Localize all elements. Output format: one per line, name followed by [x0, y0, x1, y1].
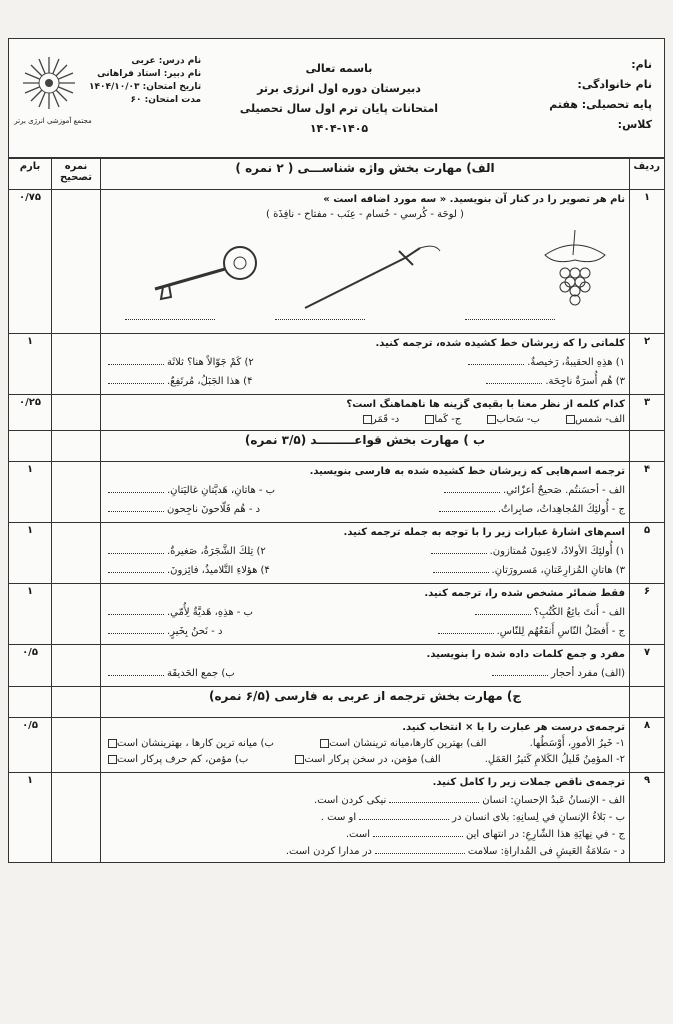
school-name: دبیرستان دوره اول انرژی برتر — [257, 82, 421, 95]
question-number: ۹ — [630, 773, 665, 863]
grapes-image — [535, 225, 615, 315]
item-text: در مدارا کردن است. — [285, 846, 372, 857]
item-row — [105, 792, 625, 806]
exam-title — [209, 59, 469, 139]
answer-blank[interactable] — [108, 623, 164, 634]
student-info — [549, 55, 652, 135]
answer-blank[interactable] — [444, 482, 500, 493]
question-body — [101, 773, 630, 863]
question-title: کلماتی را که زیرشان خط کشیده شده، ترجمه کنید. — [375, 338, 625, 349]
family-label: نام خانوادگی: — [577, 78, 652, 91]
barem-value: ۰/۵ — [9, 645, 52, 687]
logo-caption: مجتمع آموزشی انرژی برتر — [14, 117, 92, 125]
item-text: او ست . — [320, 812, 357, 823]
item-text: است. — [345, 829, 371, 840]
item-text: ۴) هذا الجَبَلُ، مُرتَفِعٌ. — [167, 376, 253, 387]
column-header-row — [9, 159, 665, 190]
option-label: ب) میانه ترین کارها ، بهترینشان است — [117, 738, 274, 749]
section-header-row — [9, 431, 665, 462]
answer-blank[interactable] — [275, 319, 365, 320]
item-row — [105, 354, 625, 368]
item-text: ۱) أُولئِكَ الأولادُ، لاعِبونَ مُمتازون. — [489, 546, 625, 557]
item-row — [105, 665, 625, 679]
item-text: الف - أحسَنتُم. صَحیحٌ أعزّائي. — [502, 485, 625, 496]
item-row — [105, 501, 625, 515]
answer-blank[interactable] — [108, 482, 164, 493]
item-text: ج - أُولئِكَ المُجاهِداتُ، صابِراتٌ. — [497, 504, 625, 515]
answer-blank[interactable] — [431, 543, 487, 554]
answer-blank[interactable] — [465, 319, 555, 320]
picture-area — [105, 223, 625, 331]
item-text: ج - أَفضَلُ النّاسِ أَنفَعُهُم لِلنّاسِ. — [496, 626, 625, 637]
question-row — [9, 645, 665, 687]
answer-blank[interactable] — [108, 604, 164, 615]
teacher-name: نام دبیر: استاد فراهانی — [97, 69, 202, 79]
question-row — [9, 584, 665, 645]
barem-value: ۰/۷۵ — [9, 190, 52, 334]
answer-blank[interactable] — [108, 543, 164, 554]
item-row — [105, 809, 625, 823]
question-row — [9, 190, 665, 334]
course-name: نام درس: عربی — [131, 56, 202, 66]
school-logo — [19, 53, 79, 113]
score-cell[interactable] — [52, 645, 101, 687]
item-text: نیکی کردن است. — [314, 795, 387, 806]
question-number: ۶ — [630, 584, 665, 645]
question-body — [101, 190, 630, 334]
section-a-title: الف) مهارت بخش واژه شناســـی ( ۲ نمره ) — [101, 159, 630, 190]
option-checkbox[interactable] — [363, 415, 372, 424]
item-text: د - سَلامَةُ العَیشِ فی المُداراةِ: سلامت — [467, 846, 625, 857]
question-row — [9, 334, 665, 395]
option-label: الف- شمس — [575, 414, 625, 425]
option-checkbox[interactable] — [320, 739, 329, 748]
option-label: ج- کَما — [434, 414, 462, 425]
item-row — [105, 754, 625, 765]
question-number: ۵ — [630, 523, 665, 584]
score-cell[interactable] — [52, 395, 101, 431]
item-text: ۲) کَمْ جَوّالاً هنا؟ ثلاثَة — [167, 357, 254, 368]
col-barem: بارم — [9, 159, 52, 190]
option-checkbox[interactable] — [295, 755, 304, 764]
sword-image — [295, 243, 445, 313]
score-cell[interactable] — [52, 718, 101, 773]
answer-blank[interactable] — [108, 665, 164, 676]
item-row — [105, 826, 625, 840]
question-row — [9, 395, 665, 431]
question-body — [101, 395, 630, 431]
exam-table — [8, 158, 665, 863]
answer-blank[interactable] — [125, 319, 215, 320]
barem-value: ۰/۲۵ — [9, 395, 52, 431]
score-cell[interactable] — [52, 523, 101, 584]
option-checkbox[interactable] — [108, 755, 117, 764]
item-text: ۱) هذِهِ الحقیبةُ، رَخیصةٌ. — [527, 357, 625, 368]
item-text: الف - الإنسانُ عَبدُ الإحسانِ: انسان — [482, 795, 625, 806]
answer-blank[interactable] — [108, 501, 164, 512]
barem-value: ۱ — [9, 523, 52, 584]
exam-date: تاریخ امتحان: ۱۴۰۴/۱۰/۰۳ — [89, 82, 202, 92]
item-text: ۲) تِلكَ الشَّجَرَةُ، صَغیرةٌ. — [167, 546, 266, 557]
option-label: د- قَمَر — [371, 414, 400, 425]
question-number: ۸ — [630, 718, 665, 773]
exam-header — [8, 38, 665, 158]
answer-blank[interactable] — [108, 562, 164, 573]
item-text: د - هُم فَلّاحونَ ناجِحون — [167, 504, 261, 515]
course-info — [89, 55, 201, 107]
item-text: (الف) مفرد أحجار — [550, 668, 625, 679]
answer-blank[interactable] — [359, 809, 449, 820]
section-b-title: ب ) مهارت بخش قواعـــــــــد (۳/۵ نمره) — [101, 431, 630, 462]
score-cell[interactable] — [52, 190, 101, 334]
option-label: ب- سَحاب — [496, 414, 540, 425]
question-row — [9, 773, 665, 863]
grade-label: پایه تحصیلی: هفتم — [549, 98, 652, 111]
option-label: ب) مؤمن، کم حرف پرکار است — [117, 754, 249, 765]
question-title: نام هر تصویر را در کنار آن بنویسید. « سه مورد اضافه است » — [323, 194, 625, 205]
key-image — [145, 233, 265, 313]
col-nomre: نمره تصحیح — [52, 159, 101, 190]
question-number: ۲ — [630, 334, 665, 395]
barem-value: ۱ — [9, 334, 52, 395]
question-title: کدام کلمه از نظر معنا با بقیه‌ی گزینه ها ناهماهنگ است؟ — [346, 399, 625, 410]
question-title: ترجمه اسم‌هایی که زیرشان خط کشیده شده به فارسی بنویسید. — [309, 466, 625, 477]
item-text: ۲- المؤمِنُ قَلیلُ الکَلامِ کَثیرُ العَمَلِ. — [484, 754, 625, 765]
item-text: ب) جمع الحَدیقَة — [167, 668, 235, 679]
item-row — [105, 623, 625, 637]
answer-blank[interactable] — [433, 562, 489, 573]
question-number: ۳ — [630, 395, 665, 431]
option-checkbox[interactable] — [108, 739, 117, 748]
question-number: ۴ — [630, 462, 665, 523]
item-text: ب - هذِهِ، هَدیَّةٌ لِأُمّي. — [167, 607, 253, 618]
question-title: ترجمه‌ی ناقص جملات زیر را کامل کنید. — [432, 777, 625, 788]
answer-blank[interactable] — [389, 792, 479, 803]
item-text: ب - بَلاءُ الإنسانِ في لِسانِهِ: بلای انسان در — [452, 812, 625, 823]
exam-term: امتحانات پایان ترم اول سال تحصیلی ۱۴۰۵-۱۴۰۴ — [239, 102, 439, 135]
option-label: الف) بهترین کارها،میانه ترینشان است — [329, 738, 487, 749]
question-body — [101, 584, 630, 645]
item-row — [105, 373, 625, 387]
question-number: ۱ — [630, 190, 665, 334]
answer-blank[interactable] — [373, 826, 463, 837]
section-header-row — [9, 687, 665, 718]
answer-blank[interactable] — [108, 373, 164, 384]
section-c-title: ج) مهارت بخش ترجمه از عربی به فارسی (۶/۵ نمره) — [101, 687, 630, 718]
score-cell[interactable] — [52, 773, 101, 863]
exam-duration: مدت امتحان: ۶۰ — [130, 95, 202, 105]
answer-blank[interactable] — [486, 373, 542, 384]
score-cell[interactable] — [52, 334, 101, 395]
item-row — [105, 562, 625, 576]
item-text: د - نَحنُ بِخَیرٍ. — [167, 626, 223, 637]
question-title: فقط ضمائر مشخص شده را، ترجمه کنید. — [424, 588, 625, 599]
answer-blank[interactable] — [468, 354, 524, 365]
item-text: ج - في نِهایَةِ هذا الشّارِعِ: در انتهای این — [466, 829, 625, 840]
answer-blank[interactable] — [438, 623, 494, 634]
score-cell[interactable] — [52, 584, 101, 645]
answer-blank[interactable] — [475, 604, 531, 615]
item-text: ب - هاتانِ، هَدیَّتانِ غالیَتانِ. — [167, 485, 276, 496]
name-label: نام: — [631, 58, 652, 71]
question-body — [101, 334, 630, 395]
item-text: ۴) هؤلاءِ التَّلامیذُ، فائِزونَ. — [167, 565, 270, 576]
options-row — [105, 414, 625, 425]
word-bank: ( لوحَة - کُرسي - حُسام - عِنَب - مفتاح - نافِذَة ) — [266, 209, 464, 220]
barem-value: ۰/۵ — [9, 718, 52, 773]
barem-value: ۱ — [9, 462, 52, 523]
question-body — [101, 718, 630, 773]
question-body — [101, 645, 630, 687]
option-label: الف) مؤمن، در سخن پرکار است — [304, 754, 441, 765]
col-radif: ردیف — [630, 159, 665, 190]
answer-blank[interactable] — [375, 843, 465, 854]
item-row — [105, 543, 625, 557]
question-body — [101, 523, 630, 584]
question-row — [9, 462, 665, 523]
item-row — [105, 843, 625, 857]
question-row — [9, 718, 665, 773]
question-title: مفرد و جمع کلمات داده شده را بنویسید. — [426, 649, 625, 660]
item-text: ۳) هُم أُسرَةٌ ناجِحَة. — [545, 376, 625, 387]
item-text: الف - أَنتَ بائِعُ الکُتُبِ؟ — [533, 607, 625, 618]
barem-value: ۱ — [9, 584, 52, 645]
exam-page — [8, 38, 665, 1024]
score-cell[interactable] — [52, 462, 101, 523]
item-row — [105, 604, 625, 618]
question-title: اسم‌های اشارهٔ عبارات زیر را با توجه به جمله ترجمه کنید. — [343, 527, 625, 538]
basmala: باسمه تعالی — [305, 62, 373, 75]
class-label: کلاس: — [617, 118, 652, 131]
question-title: ترجمه‌ی درست هر عبارت را با × انتخاب کنید. — [402, 722, 625, 733]
item-row — [105, 738, 625, 749]
item-row — [105, 482, 625, 496]
option-checkbox[interactable] — [566, 415, 575, 424]
question-number: ۷ — [630, 645, 665, 687]
answer-blank[interactable] — [492, 665, 548, 676]
answer-blank[interactable] — [439, 501, 495, 512]
barem-value: ۱ — [9, 773, 52, 863]
question-row — [9, 523, 665, 584]
answer-blank[interactable] — [108, 354, 164, 365]
question-body — [101, 462, 630, 523]
item-text: ۳) هاتانِ المُزارِعَتانِ، مَسرورَتانِ. — [491, 565, 625, 576]
item-text: ۱- خَیرُ الأمورِ، أَوْسَطُها. — [529, 738, 625, 749]
